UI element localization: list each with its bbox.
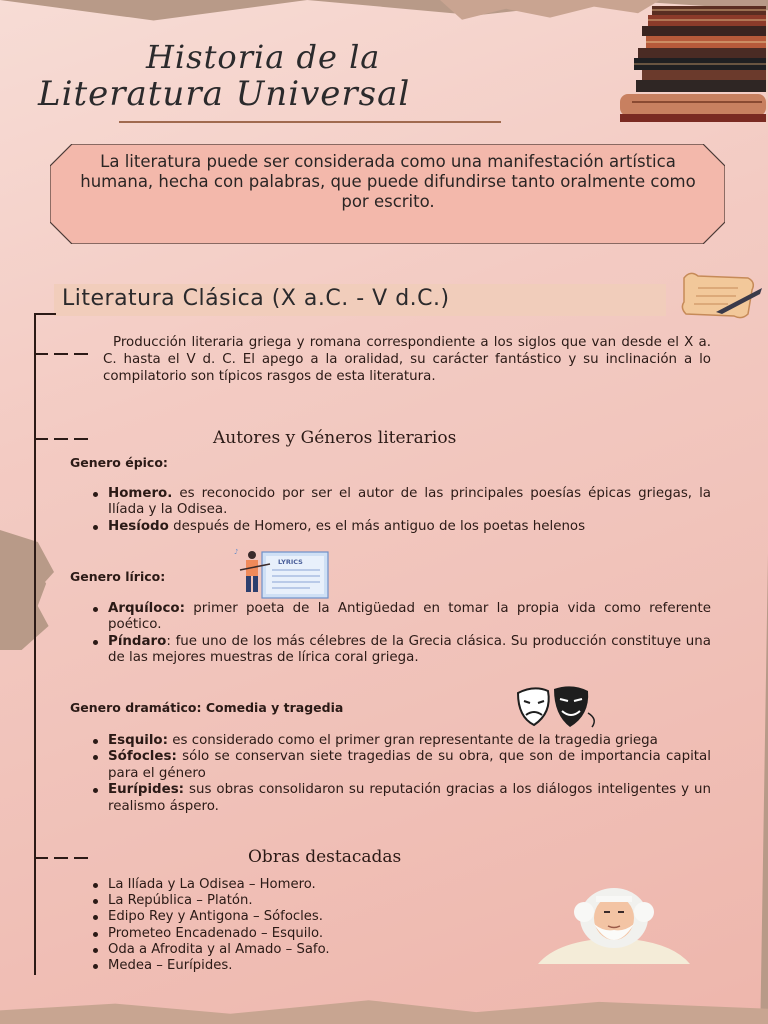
lyrics-singer-icon (230, 546, 334, 600)
list-item: Oda a Afrodita y al Amado – Safo. (91, 942, 531, 958)
epic-label: Genero épico: (70, 455, 168, 470)
list-item: Esquilo: es considerado como el primer gran representante de la tragedia griega (91, 733, 711, 749)
timeline-dash (34, 353, 94, 355)
timeline-dash (34, 857, 94, 859)
drama-list (91, 733, 711, 815)
section-title-box (54, 284, 666, 316)
list-item: Píndaro: fue uno de los más célebres de la Grecia clásica. Su producción constituye una de las mejores muestras de lírica coral griega. (91, 634, 711, 667)
list-item: Homero. es reconocido por ser el autor de las principales poesías épicas griegas, la Ilíada y la Odisea. (91, 486, 711, 519)
intro-text: La literatura puede ser considerada como una manifestación artística humana, hecha con palabras, que puede difundirse tanto oralmente como por escrito. (80, 152, 696, 211)
scroll-quill-icon (676, 268, 766, 324)
list-item: Arquíloco: primer poeta de la Antigüedad en tomar la propia vida como referente poético. (91, 601, 711, 634)
list-item: Medea – Eurípides. (91, 958, 531, 974)
epic-list (91, 486, 711, 535)
section-title: Literatura Clásica (X a.C. - V d.C.) (62, 286, 450, 311)
title-underline (119, 121, 501, 123)
list-item: La Ilíada y La Odisea – Homero. (91, 877, 531, 893)
works-list (91, 877, 531, 974)
works-heading: Obras destacadas (248, 847, 402, 867)
title-line2: Literatura Universal (38, 74, 411, 114)
list-item: Prometeo Encadenado – Esquilo. (91, 926, 531, 942)
section-paragraph: Producción literaria griega y romana correspondiente a los siglos que van desde el X a. C. hasta el V d. C. El apego a la oralidad, su carácter fantástico y su inclinación a lo compilatorio son típicos rasgos de esta literatura. (103, 335, 711, 385)
lyrics-icon-text: LYRICS (278, 558, 303, 566)
lyric-label: Genero lírico: (70, 569, 166, 584)
list-item: Hesíodo después de Homero, es el más antiguo de los poetas helenos (91, 519, 711, 535)
timeline-dash (34, 438, 94, 440)
title-line1: Historia de la (146, 38, 381, 76)
books-icon (612, 2, 768, 124)
philosopher-icon (538, 882, 690, 964)
timeline-top-tick (34, 313, 56, 315)
list-item: Edipo Rey y Antigona – Sófocles. (91, 909, 531, 925)
drama-label: Genero dramático: Comedia y tragedia (70, 700, 344, 715)
list-item: Sófocles: sólo se conservan siete tragedias de su obra, que son de importancia capital para el género (91, 749, 711, 782)
list-item: Eurípides: sus obras consolidaron su reputación gracias a los diálogos inteligentes y un realismo áspero. (91, 782, 711, 815)
svg-text:♪: ♪ (234, 548, 239, 556)
intro-box (50, 144, 725, 244)
theater-masks-icon (514, 683, 600, 731)
page-title (38, 38, 598, 118)
lyric-list (91, 601, 711, 667)
authors-heading: Autores y Géneros literarios (213, 428, 457, 448)
timeline-line (34, 313, 36, 975)
list-item: La República – Platón. (91, 893, 531, 909)
